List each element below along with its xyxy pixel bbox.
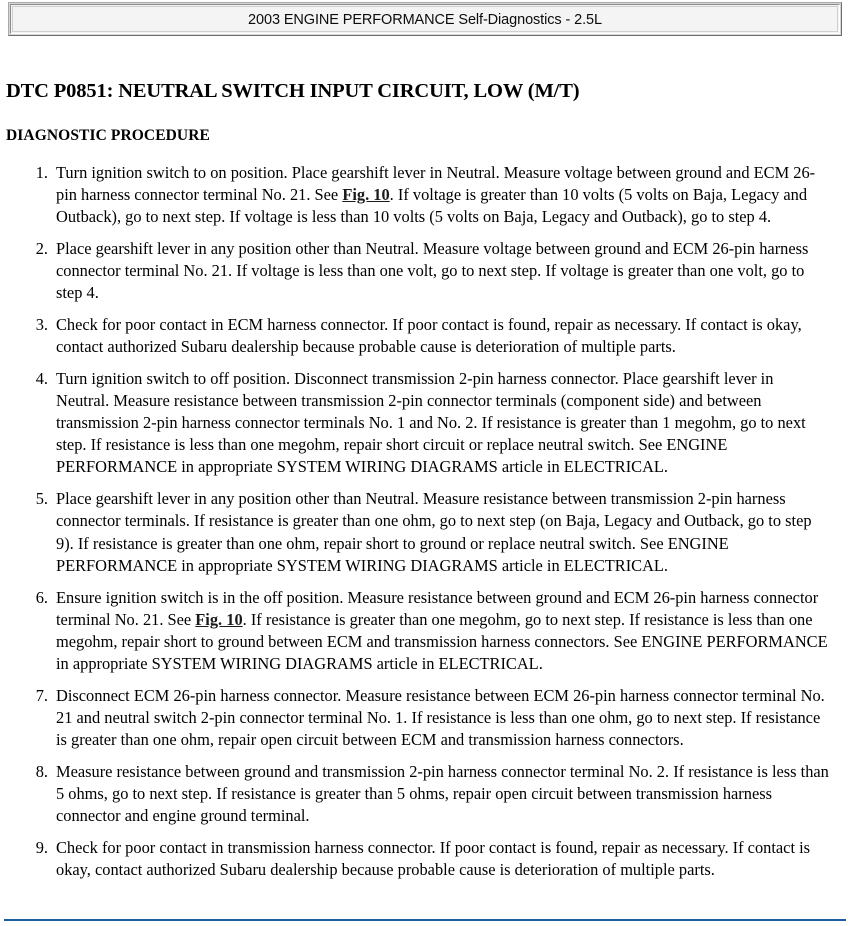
section-heading-diagnostic-procedure: DIAGNOSTIC PROCEDURE (6, 126, 210, 144)
procedure-step (56, 238, 832, 304)
step-text: Place gearshift lever in any position other than Neutral. Measure resistance between transmission 2-pin harness connector terminals. If resistance is greater than one ohm, go to next step (on Baja, Legacy and Outback, go to step 9). If resistance is greater than one ohm, repair short to ground or replace neutral switch. See ENGINE PERFORMANCE in appropriate SYSTEM WIRING DIAGRAMS article in ELECTRICAL. (56, 489, 812, 575)
figure-link[interactable]: Fig. 10 (342, 184, 390, 204)
procedure-step (56, 162, 832, 228)
step-text: Ensure ignition switch is in the off position. Measure resistance between ground and ECM 26-pin harness connector terminal No. 21. See (56, 587, 819, 629)
diagnostic-procedure-steps (0, 162, 850, 882)
footer-divider (4, 919, 846, 921)
document-title-text: 2003 ENGINE PERFORMANCE Self-Diagnostics - 2.5L (248, 12, 602, 28)
step-text: Turn ignition switch to on position. Place gearshift lever in Neutral. Measure voltage between ground and ECM 26-pin harness connector terminal No. 21. See (56, 162, 816, 204)
figure-link[interactable]: Fig. 10 (195, 609, 243, 629)
step-text: Disconnect ECM 26-pin harness connector. Measure resistance between ECM 26-pin harness connector terminal No. 21 and neutral switch 2-pin connector terminal No. 1. If resistance is less than one ohm, go to next step. If resistance is greater than one ohm, repair open circuit between ECM and transmission harness connectors. (56, 685, 825, 750)
procedure-step (56, 488, 832, 576)
procedure-step (56, 837, 832, 881)
title-bar-bevel (10, 4, 840, 34)
procedure-step (56, 761, 832, 827)
step-text: Turn ignition switch to off position. Disconnect transmission 2-pin harness connector. Place gearshift lever in Neutral. Measure resistance between transmission 2-pin connector terminals (component side) and between transmission 2-pin harness connector terminals No. 1 and No. 2. If resistance is greater than 1 megohm, go to next step. If resistance is less than one megohm, repair short circuit or replace neutral switch. See ENGINE PERFORMANCE in appropriate SYSTEM WIRING DIAGRAMS article in ELECTRICAL. (56, 369, 806, 477)
step-text: Measure resistance between ground and transmission 2-pin harness connector terminal No. 2. If resistance is less than 5 ohms, go to next step. If resistance is greater than 5 ohms, repair open circuit between transmission harness connector and engine ground terminal. (56, 762, 829, 826)
title-bar-inner (12, 6, 838, 32)
step-text: Place gearshift lever in any position other than Neutral. Measure voltage between ground and ECM 26-pin harness connector terminal No. 21. If voltage is less than one volt, go to next step. If voltage is greater than one volt, go to step 4. (56, 238, 809, 302)
procedure-step (56, 314, 832, 358)
procedure-step (56, 587, 832, 675)
step-text: . If resistance is greater than one megohm, go to next step. If resistance is less than one megohm, repair short to ground between ECM and transmission harness connectors. See ENGINE PERFORMANCE in appropriate SYSTEM WIRING DIAGRAMS article in ELECTRICAL. (56, 609, 828, 673)
step-text: Check for poor contact in transmission harness connector. If poor contact is found, repair as necessary. If contact is okay, contact authorized Subaru dealership because probable cause is deterioration of multiple parts. (56, 838, 811, 880)
document-title-bar (8, 2, 842, 36)
step-text: . If voltage is greater than 10 volts (5 volts on Baja, Legacy and Outback), go to next step. If voltage is less than 10 volts (5 volts on Baja, Legacy and Outback), go to step 4. (56, 184, 808, 226)
step-text: Check for poor contact in ECM harness connector. If poor contact is found, repair as necessary. If contact is okay, contact authorized Subaru dealership because probable cause is deterioration of multiple parts. (56, 314, 802, 357)
page-title: DTC P0851: NEUTRAL SWITCH INPUT CIRCUIT, LOW (M/T) (6, 80, 580, 102)
document-body (0, 46, 850, 881)
procedure-step (56, 685, 832, 751)
procedure-step (56, 368, 832, 478)
